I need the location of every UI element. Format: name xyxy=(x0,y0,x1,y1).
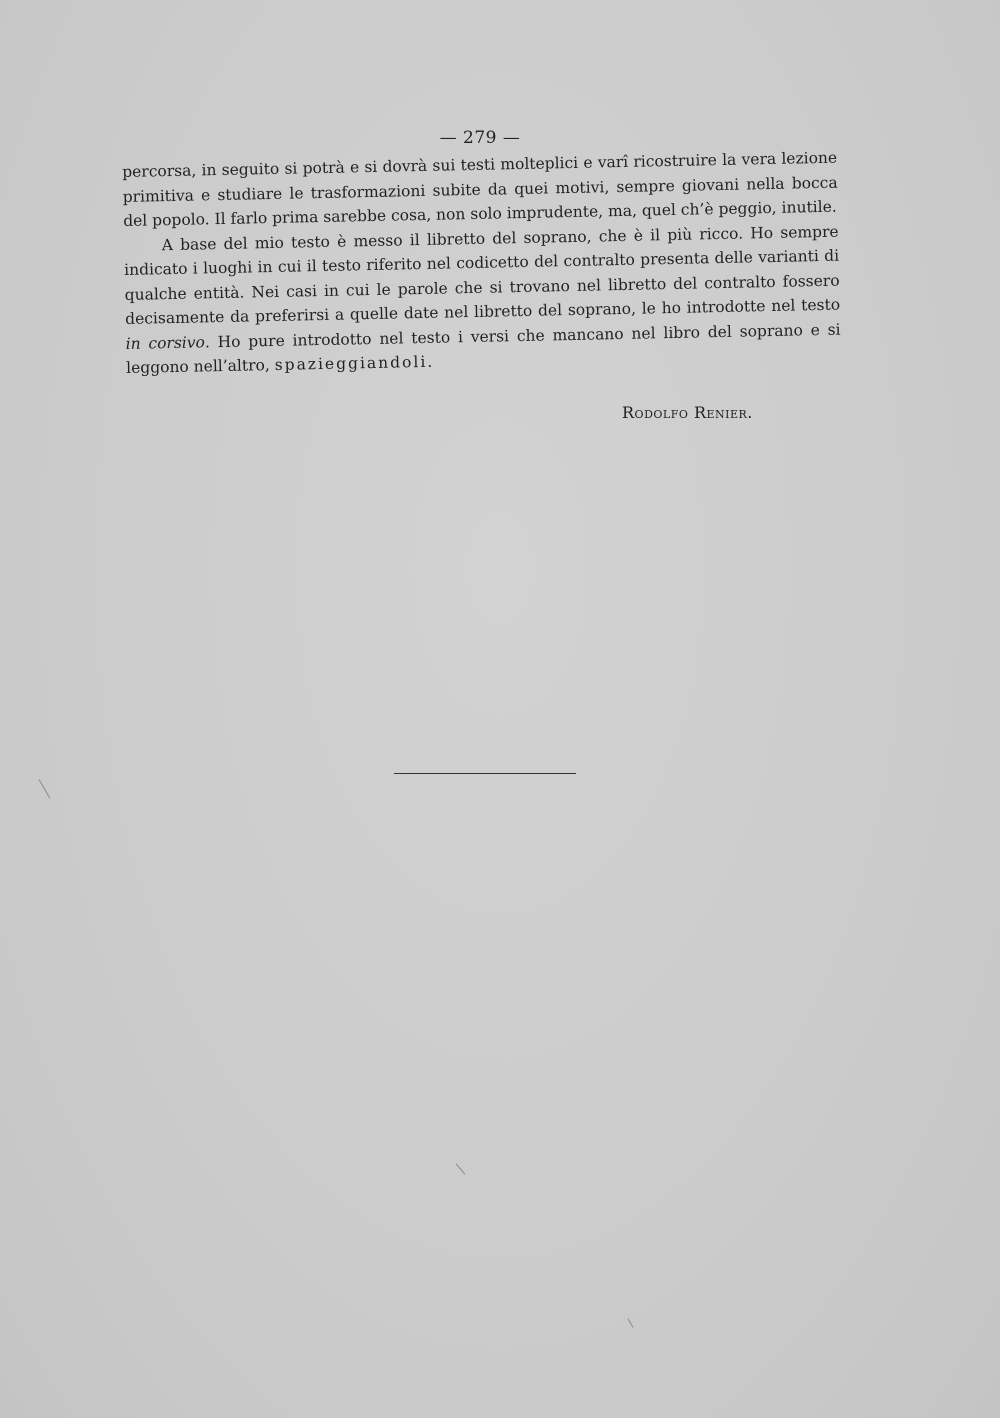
paragraph-2-spaced: spazieggiandoli xyxy=(274,352,428,374)
section-divider xyxy=(394,773,576,774)
paper-mark xyxy=(456,1163,466,1174)
paper-mark xyxy=(628,1318,634,1327)
paragraph-2-italic: in corsivo xyxy=(125,332,206,353)
text-body xyxy=(122,146,841,381)
author-signature: Rodolfo Renier. xyxy=(622,403,753,422)
paragraph-2-text-a: A base del mio testo è messo il libretto del soprano, che è il più ricco. Ho sempre indicato i luoghi in cui il testo riferito nel codicetto del contralto presenta delle varianti di qualche entità. Nei casi in cui le parole che si trovano nel libretto del contralto fossero decisamente da preferirsi a quelle date nel libretto del soprano, le ho introdotte nel testo xyxy=(124,222,841,328)
paragraph-2-text-b: . Ho pure introdotto nel testo i versi che mancano nel libro del soprano e si leggono nell’altro, xyxy=(125,320,841,377)
paragraph-2-end: . xyxy=(427,352,433,371)
paper-mark xyxy=(39,779,51,799)
paragraph-1: percorsa, in seguito si potrà e si dovrà sui testi molteplici e varî ricostruire la vera lezione primitiva e studiare le trasformazioni subite da quei motivi, sempre giovani nella bocca del popolo. Il farlo prima sarebbe cosa, non solo imprudente, ma, quel ch’è peggio, inutile. xyxy=(122,148,838,230)
page-number: — 279 — xyxy=(439,128,521,148)
paragraph-2 xyxy=(123,219,841,380)
